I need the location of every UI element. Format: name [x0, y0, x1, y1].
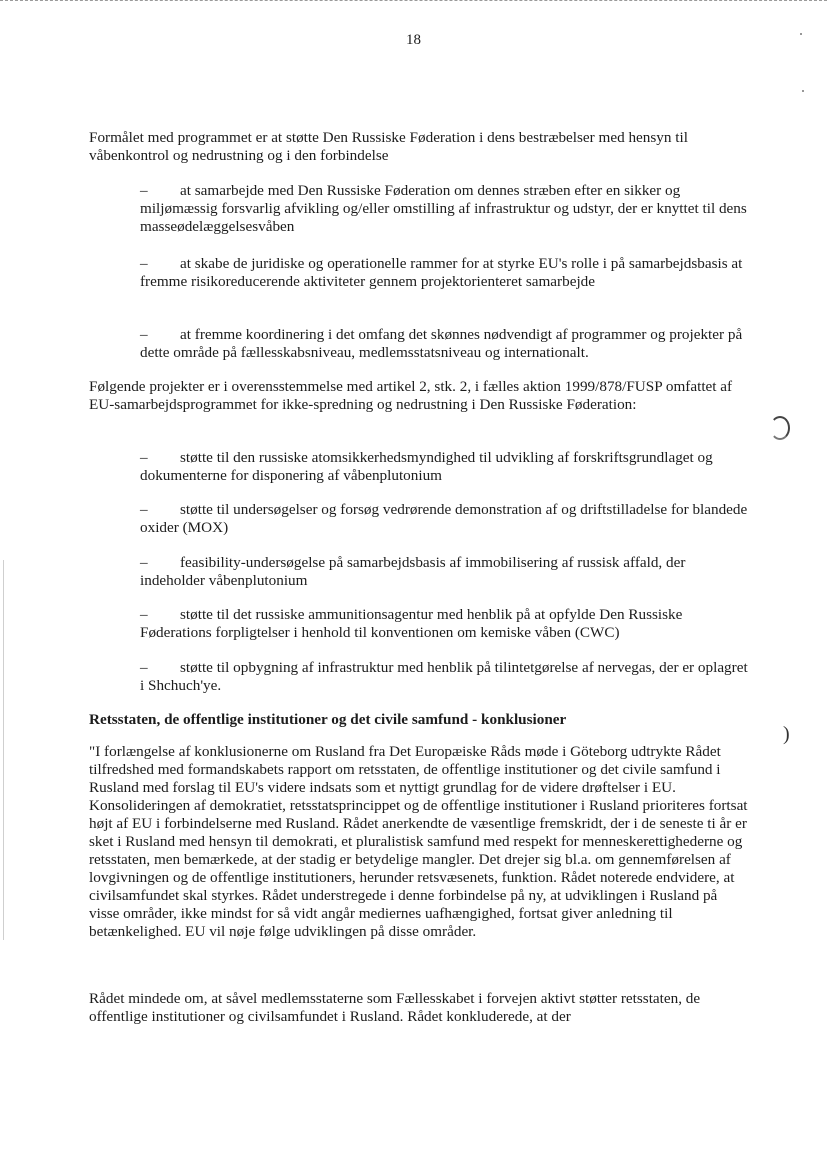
goal-text: at skabe de juridiske og operationelle rammer for at styrke EU's rolle i på samarbejdsbasis at fremme risikoreducerende aktiviteter gennem projektorienteret samarbejde — [140, 255, 743, 290]
project-text: støtte til opbygning af infrastruktur med henblik på tilintetgørelse af nervegas, der er oplagret i Shchuch'ye. — [140, 659, 748, 694]
project-item — [140, 606, 750, 642]
binder-hole-mark — [770, 416, 790, 440]
conclusions-paragraph: "I forlængelse af konklusionerne om Rusland fra Det Europæiske Råds møde i Göteborg udtrykte Rådet tilfredshed med formandskabets rapport om retsstaten, de offentlige institutioner og det civile samfund i Rusland med forslag til EU's videre indsats som et nyttigt grundlag for de videre drøftelser i EU. Konsolideringen af demokratiet, retsstatsprincippet og de offentlige institutioner i Rusland prioriteres fortsat højt af EU i forbindelserne med Rusland. Rådet anerkendte de væsentlige fremskridt, der i de seneste ti år er sket i Rusland med hensyn til demokrati, et pluralistisk samfund med respekt for menneskerettighederne og retsstaten, men bemærkede, at der stadig er betydelige mangler. Det drejer sig bl.a. om gennemførelsen af lovgivningen og de offentlige institutioners, herunder retsvæsenets, funktion. Rådet noterede endvidere, at civilsamfundet skal styrkes. Rådet understregede i denne forbindelse på ny, at udviklingen i Rusland på visse områder, ikke mindst for så vidt angår mediernes uafhængighed, fortsat giver anledning til betænkelighed. EU vil nøje følge udviklingen på disse områder. — [89, 743, 748, 940]
scan-speck — [802, 90, 804, 92]
goal-item — [140, 182, 750, 236]
project-text: støtte til undersøgelser og forsøg vedrørende demonstration af og driftstilladelse for blandede oxider (MOX) — [140, 501, 748, 536]
dash-bullet: – — [140, 449, 148, 466]
project-text: feasibility-undersøgelse på samarbejdsbasis af immobilisering af russisk affald, der indeholder våbenplutonium — [140, 554, 686, 589]
project-item — [140, 501, 750, 537]
scan-top-edge — [0, 0, 827, 4]
scan-speck — [800, 33, 802, 35]
project-item — [140, 659, 750, 695]
dash-bullet: – — [140, 554, 148, 571]
goal-text: at fremme koordinering i det omfang det skønnes nødvendigt af programmer og projekter på dette område på fællesskabsniveau, medlemsstatsniveau og internationalt. — [140, 326, 743, 361]
final-paragraph: Rådet mindede om, at såvel medlemsstaterne som Fællesskabet i forvejen aktivt støtter retsstaten, de offentlige institutioner og civilsamfundet i Rusland. Rådet konkluderede, at der — [89, 990, 701, 1025]
dash-bullet: – — [140, 326, 148, 343]
goal-text: at samarbejde med Den Russiske Føderation om dennes stræben efter en sikker og miljømæssig forsvarlig afvikling og/eller omstilling af infrastruktur og udstyr, der er knyttet til dens masseødelæggelsesvåben — [140, 182, 747, 235]
dash-bullet: – — [140, 606, 148, 623]
section-heading: Retsstaten, de offentlige institutioner og det civile samfund - konklusioner — [89, 711, 567, 728]
page-number: 18 — [406, 32, 421, 48]
scan-left-edge — [3, 560, 4, 940]
dash-bullet: – — [140, 501, 148, 518]
dash-bullet: – — [140, 659, 148, 676]
project-text: støtte til den russiske atomsikkerhedsmyndighed til udvikling af forskriftsgrundlaget og dokumenterne for disponering af våbenplutonium — [140, 449, 713, 484]
dash-bullet: – — [140, 255, 148, 272]
intro-paragraph: Formålet med programmet er at støtte Den Russiske Føderation i dens bestræbelser med hensyn til våbenkontrol og nedrustning og i den forbindelse — [89, 129, 688, 164]
goal-item — [140, 255, 750, 291]
dash-bullet: – — [140, 182, 148, 199]
project-text: støtte til det russiske ammunitionsagentur med henblik på at opfylde Den Russiske Føderations forpligtelser i henhold til konventionen om kemiske våben (CWC) — [140, 606, 683, 641]
goal-item — [140, 326, 750, 362]
margin-mark: ) — [783, 723, 790, 745]
projects-intro-paragraph: Følgende projekter er i overensstemmelse med artikel 2, stk. 2, i fælles aktion 1999/878/FUSP omfattet af EU-samarbejdsprogrammet for ikke-spredning og nedrustning i Den Russiske Føderation: — [89, 378, 733, 413]
project-item — [140, 449, 750, 485]
project-item — [140, 554, 750, 590]
